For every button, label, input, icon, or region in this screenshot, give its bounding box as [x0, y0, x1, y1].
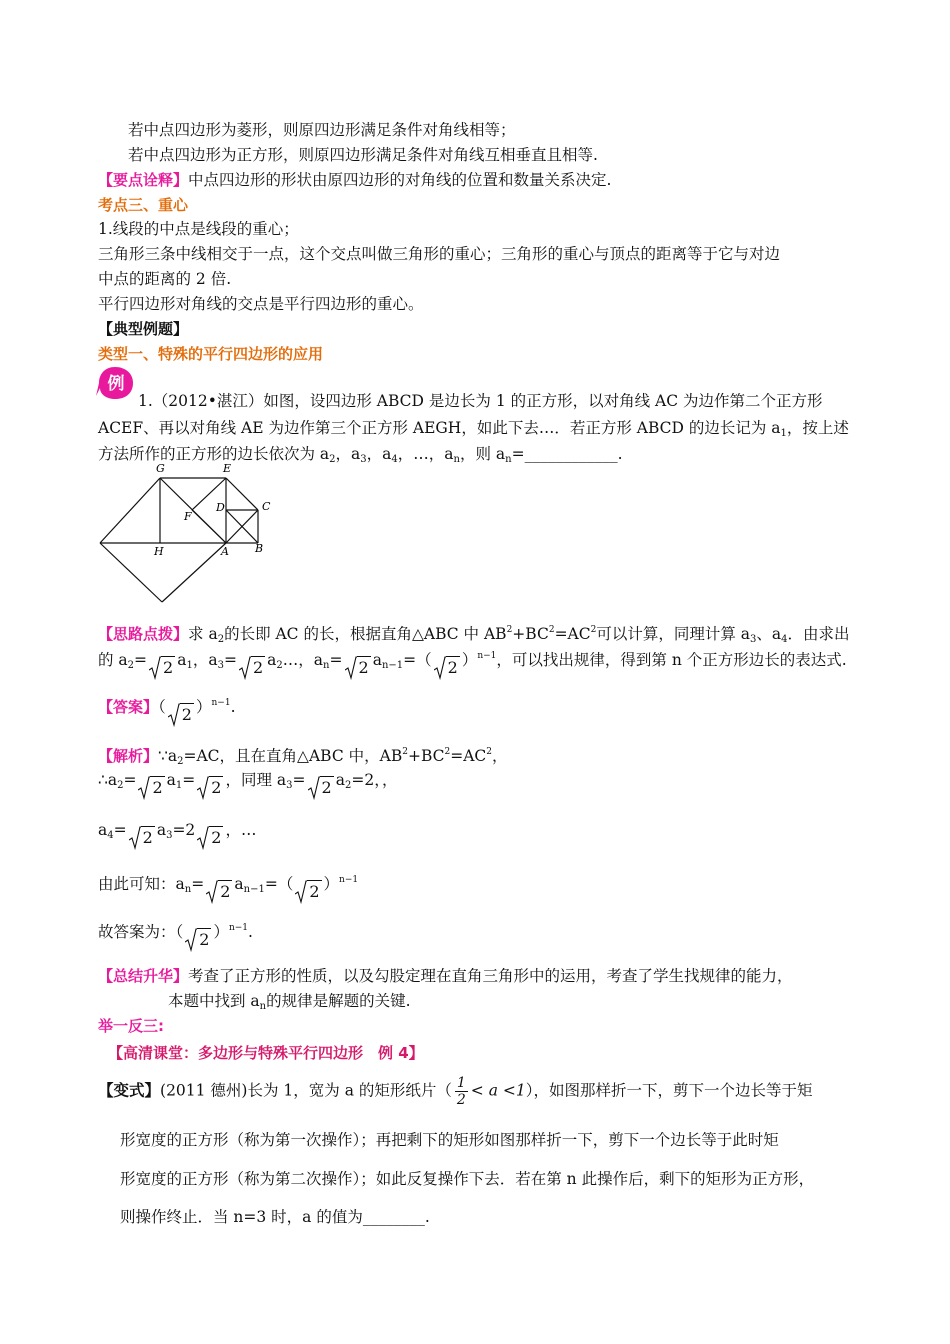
- hint-line2: [98, 646, 847, 676]
- label-e: E: [223, 462, 232, 475]
- summary-tag: 【总结升华】: [98, 967, 189, 985]
- problem1-line1: 1.（2012•湛江）如图，设四边形 ABCD 是边长为 1 的正方形，以对角线 AC 为边作第二个正方形: [138, 392, 823, 410]
- sqrt-expr: [197, 778, 223, 798]
- radicand: 2: [152, 778, 163, 797]
- variant-tag: 【变式】: [98, 1080, 161, 1100]
- section3-p1: 1.线段的中点是线段的重心；: [98, 220, 299, 238]
- sol-l4a: 由此可知：a: [98, 875, 185, 893]
- sol-l1s: 2: [177, 756, 184, 767]
- sol-l2s3: 3: [286, 780, 293, 791]
- sol-l5c: .: [248, 923, 253, 941]
- fraction-half: [455, 1075, 468, 1108]
- hint-l2s6: n−1: [381, 660, 404, 671]
- squares-figure: [92, 460, 282, 605]
- square-condition: 若中点四边形为正方形，则原四边形满足条件对角线互相垂直且相等.: [128, 146, 598, 164]
- sol-l5a: 故答案为：（: [98, 923, 184, 941]
- label-c: C: [262, 500, 271, 513]
- segment-bottom-a: [162, 543, 226, 602]
- hint-l1s2: 3: [750, 634, 757, 645]
- sqrt-expr: [239, 658, 265, 678]
- example-badge-label: 例: [107, 374, 125, 394]
- frac-den: 2: [456, 1092, 466, 1108]
- summary-text: 考查了正方形的性质，以及勾股定理在直角三角形中的运用，考查了学生找规律的能力，: [188, 967, 793, 985]
- radical-sign-icon: [149, 656, 161, 680]
- label-h: H: [154, 545, 164, 558]
- radical-sign-icon: [295, 880, 307, 904]
- label-f: F: [184, 510, 192, 523]
- p1l3-s4: n: [453, 454, 460, 465]
- typical-examples-heading: 【典型例题】: [98, 320, 189, 338]
- sqrt-expr: [308, 778, 334, 798]
- radicand: 2: [181, 705, 192, 724]
- solution-line5: [98, 918, 253, 949]
- hint-l1s3: 4: [781, 634, 788, 645]
- variant-line4: [120, 1207, 430, 1227]
- hint-l2k: ）: [461, 651, 478, 669]
- solution-line2: [98, 770, 397, 796]
- sol-l2f: =: [292, 771, 306, 789]
- answer-close: ）: [195, 698, 212, 716]
- variant-answer-blank: ________: [362, 1208, 425, 1226]
- p1l3-t1: 方法所作的正方形的边长依次为 a: [98, 445, 330, 463]
- answer-sup: n−1: [211, 698, 231, 708]
- rhombus-condition: 若中点四边形为菱形，则原四边形满足条件对角线相等；: [128, 121, 516, 139]
- hint-l1sup3: 2: [590, 625, 597, 635]
- radical-sign-icon: [308, 776, 320, 800]
- sol-l4sup: n−1: [339, 875, 359, 885]
- answer-end: .: [230, 698, 236, 716]
- hint-l1d: =AC: [554, 625, 591, 643]
- radical-sign-icon: [185, 928, 197, 952]
- practice-title: 举一反三:: [98, 1017, 164, 1035]
- sol-l3c: a: [156, 821, 167, 839]
- segment-left-bottom: [100, 543, 162, 602]
- hint-l2c: a: [177, 651, 187, 669]
- hint-l2j: =（: [403, 651, 432, 669]
- variant-line1: [98, 1075, 813, 1108]
- sol-l3s2: 3: [166, 830, 173, 841]
- sol-l3s1: 4: [107, 830, 114, 841]
- radical-sign-icon: [206, 880, 218, 904]
- sol-l2s1: 2: [117, 780, 124, 791]
- sol-l2h: =2，，: [351, 771, 398, 789]
- hint-l2b: =: [134, 651, 148, 669]
- radical-sign-icon: [434, 656, 446, 680]
- hint-l1e: 可以计算，同理计算 a: [596, 625, 751, 643]
- radicand: 2: [358, 658, 369, 677]
- radicand: 2: [309, 882, 320, 901]
- hint-l1b: 的长即 AC 的长，根据直角△ABC 中 AB: [224, 625, 507, 643]
- hint-l2s1: 2: [127, 660, 135, 671]
- radicand: 2: [142, 828, 153, 847]
- radicand: 2: [252, 658, 264, 677]
- section3-p3: 平行四边形对角线的交点是平行四边形的重心。: [98, 295, 424, 313]
- problem1-line2-tail: ，按上述: [786, 419, 849, 437]
- variant-l4end: .: [424, 1208, 430, 1226]
- radical-sign-icon: [345, 656, 357, 680]
- hint-l2e: =: [223, 651, 237, 669]
- sol-l4e: ）: [323, 875, 340, 893]
- hint-l1g: ．由求出: [787, 625, 850, 643]
- sol-l1b: =AC，且在直角△ABC 中，AB: [183, 747, 403, 765]
- sol-l1c: +BC: [407, 747, 445, 765]
- sqrt-expr: [295, 882, 321, 902]
- solution-line3: [98, 820, 257, 846]
- type1-heading: 类型一、特殊的平行四边形的应用: [98, 345, 324, 363]
- variant-l1b: ），如图那样折一下，剪下一个边长等于矩: [525, 1081, 813, 1100]
- sol-l4c: a: [234, 875, 244, 893]
- radical-sign-icon: [138, 776, 150, 800]
- hint-l1s: 2: [217, 634, 225, 645]
- section3-p2b: 中点的距离的 2 倍.: [98, 270, 232, 288]
- hint-l2l: ，可以找出规律，得到第 n 个正方形边长的表达式.: [496, 651, 847, 669]
- radicand: 2: [199, 930, 210, 949]
- radicand: 2: [447, 658, 458, 677]
- label-b: B: [255, 542, 264, 555]
- radicand: 2: [163, 658, 174, 677]
- sol-l3e: ，…: [225, 821, 257, 839]
- solution-line1: [98, 742, 508, 772]
- sqrt-expr: [138, 778, 164, 798]
- sqrt-expr: [185, 930, 211, 950]
- sol-l5sup: n−1: [228, 923, 249, 933]
- summary-line2: [168, 991, 411, 1017]
- hint-l2a: 的 a: [98, 651, 128, 669]
- frac-num: 1: [456, 1075, 466, 1091]
- p1l3-s3: 4: [391, 454, 398, 465]
- sol-l2a: ∴a: [98, 771, 118, 789]
- hint-l2h: =: [329, 651, 343, 669]
- sqrt-expr: [345, 658, 371, 678]
- variant-line3: 形宽度的正方形（称为第二次操作）；如此反复操作下去．若在第 n 此操作后，剩下的矩形为正方形，: [120, 1170, 815, 1188]
- hint-l2d: ，a: [192, 651, 218, 669]
- sol-l1sup2: 2: [444, 747, 451, 757]
- p1l3-t6: =: [511, 445, 525, 463]
- segment-ec: [226, 478, 258, 510]
- sol-l3a: a: [98, 821, 108, 839]
- sol-l4b: =: [191, 875, 205, 893]
- p1l3-s5: n: [505, 454, 512, 465]
- sqrt-expr: [129, 828, 155, 848]
- variant-ineq: < a <1: [470, 1081, 526, 1100]
- answer-line: [98, 693, 236, 724]
- sol-l2d: =: [182, 771, 196, 789]
- p1l3-t4: ，…，a: [397, 445, 454, 463]
- sol-l4s2: n−1: [243, 884, 265, 895]
- sol-l3b: =: [113, 821, 127, 839]
- key-note-text: 中点四边形的形状由原四边形的对角线的位置和数量关系决定.: [188, 171, 612, 189]
- sol-l3d: =2: [172, 821, 196, 839]
- radical-sign-icon: [168, 703, 180, 727]
- sol-l2s4: 2: [344, 780, 352, 791]
- variant-line2: 形宽度的正方形（称为第一次操作）；再把剩下的矩形如图那样折一下，剪下一个边长等于此时矩: [120, 1131, 779, 1149]
- hint-l1f: 、a: [756, 625, 782, 643]
- problem1-line2-text: ACEF、再以对角线 AE 为边作第三个正方形 AEGH，如此下去…．若正方形 ABCD 的边长记为 a: [98, 419, 781, 437]
- label-g: G: [156, 462, 165, 475]
- hint-l1a: 求 a: [188, 625, 218, 643]
- variant-l4a: 则操作终止．当 n=3 时，a 的值为: [120, 1208, 363, 1226]
- label-d: D: [216, 501, 225, 514]
- radicand: 2: [321, 778, 332, 797]
- hint-l2f: a: [267, 651, 277, 669]
- answer-blank: ____________: [524, 445, 618, 463]
- p1l3-t2: ，a: [335, 445, 361, 463]
- summary-line1: [98, 966, 793, 986]
- radicand: 2: [220, 882, 231, 901]
- sqrt-expr: [168, 705, 194, 725]
- sqrt-expr: [197, 828, 223, 848]
- sol-l1sup1: 2: [402, 747, 408, 757]
- summary-l2s: n: [259, 1001, 267, 1012]
- segment-fa: [192, 510, 226, 543]
- label-a: A: [221, 545, 229, 558]
- hint-l2i: a: [372, 651, 382, 669]
- hint-l1c: +BC: [512, 625, 549, 643]
- sol-l2c: a: [166, 771, 176, 789]
- section3-title: 考点三、重心: [98, 196, 189, 214]
- sol-l2e: ，同理 a: [225, 771, 287, 789]
- sqrt-expr: [434, 658, 460, 678]
- sol-l1d: =AC: [450, 747, 487, 765]
- p1l3-t3: ，a: [366, 445, 392, 463]
- variant-l1a: (2011 德州)长为 1，宽为 a 的矩形纸片（: [160, 1081, 452, 1100]
- sol-l1e: ，: [492, 747, 508, 765]
- sol-l1sup3: 2: [486, 747, 492, 757]
- radical-sign-icon: [197, 826, 209, 850]
- hint-l2sup: n−1: [477, 651, 497, 661]
- answer-tag: 【答案】: [98, 698, 159, 716]
- summary-l2b: 的规律是解题的关键.: [266, 992, 411, 1010]
- radical-sign-icon: [239, 656, 251, 680]
- sol-l2b: =: [123, 771, 137, 789]
- hint-l2g: …，a: [282, 651, 324, 669]
- section3-p2a: 三角形三条中线相交于一点，这个交点叫做三角形的重心；三角形的重心与顶点的距离等于它与对边: [98, 245, 781, 263]
- sol-l1a: ∵a: [158, 747, 178, 765]
- sol-l4d: =（: [264, 875, 294, 893]
- sol-l5b: ）: [213, 923, 229, 941]
- p1l3-s1: 2: [329, 454, 336, 465]
- p1l3-end: .: [617, 445, 623, 463]
- sqrt-expr: [149, 658, 175, 678]
- segment-g-left: [100, 478, 160, 543]
- sqrt-expr: [206, 882, 232, 902]
- radical-sign-icon: [197, 776, 209, 800]
- solution-tag: 【解析】: [98, 747, 159, 765]
- course-link[interactable]: 【高清课堂：多边形与特殊平行四边形 例 4】: [108, 1044, 424, 1062]
- p1l3-t5: ，则 a: [460, 445, 506, 463]
- answer-open: （: [158, 698, 166, 716]
- problem1-line2-sub: 1: [780, 428, 787, 439]
- hint-l2s4: 2: [276, 660, 283, 671]
- hint-l2s5: n: [323, 660, 330, 671]
- radical-sign-icon: [129, 826, 141, 850]
- hint-l2s2: 1: [186, 660, 193, 671]
- sol-l4s1: n: [184, 884, 192, 895]
- summary-l2a: 本题中找到 a: [168, 992, 260, 1010]
- key-note-tag: 【要点诠释】: [98, 171, 189, 189]
- sol-l2g: a: [335, 771, 345, 789]
- solution-line4: [98, 870, 358, 900]
- key-note: [98, 170, 611, 190]
- hint-l1sup1: 2: [506, 625, 513, 635]
- example-badge-icon: [96, 366, 134, 400]
- radicand: 2: [211, 778, 222, 797]
- problem1-line2: [98, 418, 849, 444]
- radicand: 2: [211, 828, 222, 847]
- p1l3-s2: 3: [360, 454, 367, 465]
- hint-l2s3: 3: [217, 660, 224, 671]
- sol-l2s2: 1: [175, 780, 183, 791]
- hint-tag: 【思路点拨】: [98, 625, 189, 643]
- hint-l1sup2: 2: [548, 625, 555, 635]
